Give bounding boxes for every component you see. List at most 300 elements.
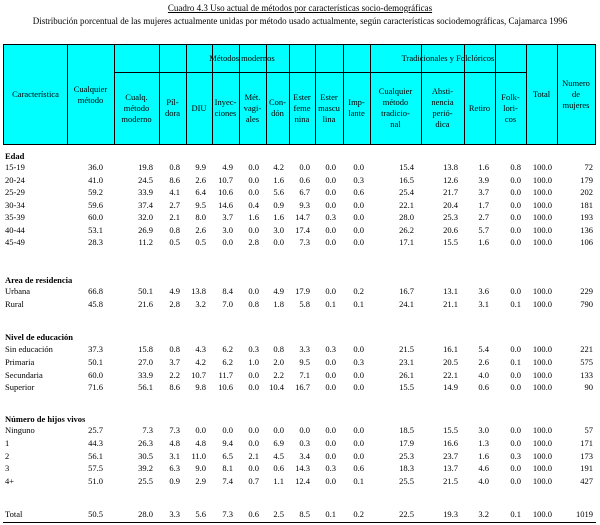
table-cell: 15.8 — [138, 344, 153, 354]
table-cell: 5.6 — [273, 187, 284, 197]
table-cell: 2.7 — [169, 199, 180, 210]
table-cell: 100.0 — [532, 382, 552, 392]
table-cell: 56.1 — [88, 450, 103, 461]
table-cell: 3.0 — [273, 224, 284, 235]
table-cell: 28.0 — [399, 212, 414, 222]
table-subtitle: Distribución porcentual de las mujeres actualmente unidas por método usado actualmente, según características sociodemográficas, Cajamarca 1996 — [32, 16, 568, 26]
table-cell: 60.0 — [88, 212, 103, 222]
header-modern-col: Ester mascu lina — [318, 91, 340, 124]
table-cell: 11.7 — [218, 369, 233, 380]
table-cell: 2.8 — [169, 299, 180, 309]
table-cell: 0.0 — [510, 224, 521, 235]
table-cell: 0.0 — [248, 162, 259, 172]
table-cell: 7.0 — [222, 299, 233, 309]
table-cell: 2.2 — [273, 369, 284, 380]
table-cell: 0.0 — [248, 382, 259, 392]
table-cell: 0.3 — [248, 344, 259, 354]
table-cell: 133 — [580, 369, 593, 380]
table-cell: 41.0 — [88, 174, 103, 185]
row-label: Rural — [5, 299, 24, 309]
table-cell: 0.4 — [248, 199, 259, 210]
table-cell: 0.0 — [325, 450, 336, 461]
table-cell: 10.6 — [218, 382, 233, 392]
table-cell: 0.0 — [325, 475, 336, 486]
table-cell: 1.6 — [273, 212, 284, 222]
table-cell: 14.3 — [295, 463, 310, 473]
row-label: Primaria — [5, 357, 35, 367]
table-cell: 0.0 — [299, 425, 310, 435]
table-row — [3, 161, 596, 173]
table-cell: 19.3 — [443, 509, 458, 519]
table-cell: 0.0 — [353, 224, 364, 235]
table-cell: 13.8 — [191, 286, 206, 296]
table-cell: 100.0 — [532, 212, 552, 222]
table-cell: 2.1 — [169, 212, 180, 222]
header-caracteristica: Característica — [12, 89, 59, 99]
header-modern-col: DIU — [191, 102, 207, 113]
table-cell: 1.6 — [478, 237, 489, 247]
table-cell: 25.4 — [399, 187, 414, 197]
table-cell: 2.2 — [169, 369, 180, 380]
table-cell: 100.0 — [532, 425, 552, 435]
table-cell: 71.6 — [88, 382, 103, 392]
table-cell: 56.1 — [138, 382, 153, 392]
table-cell: 0.0 — [273, 425, 284, 435]
table-cell: 26.1 — [399, 369, 414, 380]
table-cell: 3.2 — [195, 299, 206, 309]
table-cell: 3.7 — [478, 187, 489, 197]
table-cell: 7.3 — [142, 425, 153, 435]
table-cell: 20.6 — [443, 224, 458, 235]
table-cell: 4.3 — [195, 344, 206, 354]
table-cell: 1.6 — [248, 212, 259, 222]
table-cell: 9.8 — [195, 382, 206, 392]
table-cell: 4.8 — [169, 438, 180, 448]
table-cell: 6.7 — [299, 187, 310, 197]
table-cell: 0.0 — [353, 212, 364, 222]
row-label: 45-49 — [5, 237, 25, 247]
table-cell: 1.8 — [273, 299, 284, 309]
table-cell: 171 — [580, 438, 593, 448]
table-cell: 57 — [584, 425, 593, 435]
header-modern-col: Píl- dora — [164, 97, 181, 118]
row-label: 20-24 — [5, 174, 25, 185]
table-cell: 1.6 — [273, 174, 284, 185]
row-label: Secundaria — [5, 369, 43, 380]
table-cell: 13.1 — [443, 286, 458, 296]
table-cell: 0.7 — [248, 475, 259, 486]
table-cell: 100.0 — [532, 286, 552, 296]
table-cell: 0.0 — [325, 224, 336, 235]
table-cell: 15.4 — [399, 162, 414, 172]
table-cell: 0.0 — [510, 438, 521, 448]
table-cell: 0.0 — [222, 425, 233, 435]
table-cell: 7.4 — [222, 475, 233, 486]
table-cell: 0.6 — [248, 509, 259, 519]
header-modern-col: Con- dón — [269, 97, 286, 118]
table-cell: 12.6 — [443, 174, 458, 185]
table-cell: 0.0 — [510, 382, 521, 392]
table-cell: 3.7 — [222, 212, 233, 222]
table-cell: 26.9 — [138, 224, 153, 235]
table-cell: 1.7 — [478, 199, 489, 210]
table-cell: 100.0 — [532, 369, 552, 380]
row-label: Total — [5, 509, 23, 519]
table-cell: 0.0 — [353, 382, 364, 392]
table-cell: 0.9 — [273, 199, 284, 210]
table-cell: 1.0 — [248, 357, 259, 367]
header-modern-col: Inyec- ciones — [214, 97, 237, 118]
table-cell: 0.0 — [325, 162, 336, 172]
row-label: 40-44 — [5, 224, 25, 235]
table-cell: 16.1 — [443, 344, 458, 354]
table-row — [3, 199, 596, 211]
row-label: Sin educación — [5, 344, 53, 354]
table-cell: 3.7 — [169, 357, 180, 367]
table-cell: 60.0 — [88, 369, 103, 380]
table-row — [3, 211, 596, 223]
table-row — [3, 437, 596, 449]
table-cell: 12.4 — [295, 475, 310, 486]
table-cell: 22.5 — [399, 509, 414, 519]
table-cell: 17.9 — [295, 286, 310, 296]
table-cell: 0.0 — [325, 174, 336, 185]
table-cell: 20.5 — [443, 357, 458, 367]
table-cell: 90 — [584, 382, 593, 392]
table-row — [3, 285, 596, 297]
table-cell: 4.0 — [478, 475, 489, 486]
table-row — [3, 450, 596, 462]
table-cell: 0.8 — [510, 162, 521, 172]
table-cell: 0.8 — [248, 299, 259, 309]
table-cell: 100.0 — [532, 162, 552, 172]
table-cell: 0.0 — [299, 162, 310, 172]
table-cell: 10.4 — [269, 382, 284, 392]
table-cell: 13.8 — [443, 162, 458, 172]
header-trad-col: Cualquier método tradicio- nal — [378, 86, 413, 129]
table-cell: 59.2 — [88, 187, 103, 197]
table-cell: 4.2 — [273, 162, 284, 172]
table-cell: 0.0 — [510, 369, 521, 380]
table-cell: 100.0 — [532, 187, 552, 197]
table-cell: 9.0 — [195, 463, 206, 473]
table-cell: 11.0 — [191, 450, 206, 461]
table-cell: 15.5 — [399, 382, 414, 392]
header-trad-col: Folk- lori- cos — [501, 91, 520, 124]
table-cell: 6.2 — [222, 344, 233, 354]
header-tradicionales: Tradicionales y Folclóricos — [401, 53, 495, 63]
table-cell: 0.8 — [169, 162, 180, 172]
table-cell: 25.3 — [443, 212, 458, 222]
table-cell: 14.6 — [218, 199, 233, 210]
table-cell: 0.6 — [478, 382, 489, 392]
table-cell: 33.9 — [138, 369, 153, 380]
table-cell: 0.0 — [248, 286, 259, 296]
table-cell: 0.1 — [353, 475, 364, 486]
table-cell: 24.5 — [138, 174, 153, 185]
table-row — [3, 236, 596, 248]
table-cell: 21.6 — [138, 299, 153, 309]
header-trad-col: Retiro — [468, 102, 491, 113]
table-cell: 100.0 — [532, 299, 552, 309]
table-cell: 14.7 — [295, 212, 310, 222]
table-cell: 7.3 — [299, 237, 310, 247]
table-cell: 32.0 — [138, 212, 153, 222]
table-cell: 0.3 — [325, 212, 336, 222]
table-cell: 2.6 — [195, 174, 206, 185]
table-cell: 0.0 — [325, 357, 336, 367]
table-cell: 0.0 — [510, 212, 521, 222]
table-cell: 100.0 — [532, 224, 552, 235]
table-cell: 17.9 — [399, 438, 414, 448]
table-cell: 193 — [580, 212, 593, 222]
header-metodos-modernos: Métodos modernos — [209, 53, 275, 63]
table-cell: 16.5 — [399, 174, 414, 185]
table-cell: 0.6 — [353, 187, 364, 197]
row-label: 2 — [5, 450, 10, 461]
table-cell: 0.0 — [325, 369, 336, 380]
table-cell: 575 — [580, 357, 593, 367]
table-cell: 21.5 — [399, 344, 414, 354]
table-cell: 1019 — [576, 509, 593, 519]
table-cell: 0.1 — [353, 299, 364, 309]
table-cell: 23.1 — [399, 357, 414, 367]
table-cell: 0.0 — [248, 174, 259, 185]
table-cell: 0.0 — [353, 237, 364, 247]
table-row — [3, 369, 596, 381]
section-label: Edad — [5, 151, 25, 161]
table-cell: 25.3 — [399, 450, 414, 461]
row-label: 1 — [5, 438, 10, 448]
table-cell: 8.6 — [169, 174, 180, 185]
table-cell: 8.1 — [222, 463, 233, 473]
row-label: 30-34 — [5, 199, 25, 210]
table-cell: 0.3 — [299, 438, 310, 448]
table-cell: 0.0 — [353, 344, 364, 354]
table-cell: 3.2 — [478, 509, 489, 519]
table-cell: 5.8 — [299, 299, 310, 309]
table-cell: 9.3 — [299, 199, 310, 210]
table-cell: 2.1 — [248, 450, 259, 461]
table-cell: 0.6 — [299, 174, 310, 185]
table-cell: 0.0 — [325, 187, 336, 197]
table-row — [3, 381, 596, 393]
table-cell: 3.4 — [299, 450, 310, 461]
table-cell: 181 — [580, 199, 593, 210]
table-cell: 100.0 — [532, 438, 552, 448]
header-total: Total — [532, 89, 551, 99]
table-cell: 17.1 — [399, 237, 414, 247]
table-cell: 9.5 — [299, 357, 310, 367]
table-cell: 66.8 — [88, 286, 103, 296]
table-row — [3, 424, 596, 436]
table-cell: 0.0 — [353, 162, 364, 172]
table-cell: 0.0 — [353, 450, 364, 461]
table-cell: 0.3 — [325, 463, 336, 473]
table-cell: 100.0 — [532, 450, 552, 461]
table-bottom-rule — [3, 522, 596, 523]
table-cell: 0.0 — [248, 425, 259, 435]
table-row — [3, 475, 596, 487]
table-cell: 36.0 — [88, 162, 103, 172]
table-cell: 4.9 — [273, 286, 284, 296]
table-cell: 0.3 — [510, 450, 521, 461]
table-cell: 0.0 — [248, 187, 259, 197]
row-label: 4+ — [5, 475, 15, 486]
table-cell: 0.3 — [353, 174, 364, 185]
table-cell: 2.7 — [478, 212, 489, 222]
table-cell: 17.4 — [295, 224, 310, 235]
row-label: 25-29 — [5, 187, 25, 197]
table-cell: 4.1 — [169, 187, 180, 197]
table-cell: 8.4 — [222, 286, 233, 296]
table-cell: 0.0 — [510, 174, 521, 185]
table-cell: 100.0 — [532, 463, 552, 473]
table-cell: 1.6 — [478, 162, 489, 172]
table-cell: 136 — [580, 224, 593, 235]
table-cell: 13.7 — [443, 463, 458, 473]
table-cell: 5.6 — [195, 509, 206, 519]
table-cell: 18.3 — [399, 463, 414, 473]
table-cell: 5.7 — [478, 224, 489, 235]
table-cell: 0.0 — [325, 199, 336, 210]
table-cell: 0.1 — [510, 357, 521, 367]
table-cell: 22.1 — [443, 369, 458, 380]
table-cell: 25.5 — [138, 475, 153, 486]
table-cell: 0.0 — [325, 286, 336, 296]
table-cell: 37.4 — [138, 199, 153, 210]
table-cell: 3.1 — [478, 299, 489, 309]
table-cell: 57.5 — [88, 463, 103, 473]
row-label: 3 — [5, 463, 10, 473]
table-cell: 4.9 — [222, 162, 233, 172]
table-cell: 0.0 — [510, 463, 521, 473]
table-row — [3, 343, 596, 355]
header-modern-col: Ester feme nina — [293, 91, 311, 124]
table-cell: 0.0 — [510, 286, 521, 296]
table-cell: 100.0 — [532, 357, 552, 367]
table-cell: 0.0 — [353, 425, 364, 435]
table-cell: 30.5 — [138, 450, 153, 461]
table-cell: 0.0 — [273, 237, 284, 247]
table-cell: 39.2 — [138, 463, 153, 473]
table-cell: 3.3 — [299, 344, 310, 354]
table-cell: 25.7 — [88, 425, 103, 435]
table-cell: 0.6 — [353, 463, 364, 473]
header-trad-col: Absti- nencia perió- dica — [431, 86, 454, 129]
table-cell: 72 — [584, 162, 593, 172]
header-modern-col: Imp- lante — [348, 97, 365, 118]
table-cell: 3.3 — [169, 509, 180, 519]
row-label: Superior — [5, 382, 35, 392]
table-cell: 229 — [580, 286, 593, 296]
table-cell: 6.3 — [169, 463, 180, 473]
table-cell: 0.3 — [353, 357, 364, 367]
table-cell: 0.1 — [510, 509, 521, 519]
table-cell: 10.7 — [191, 369, 206, 380]
table-cell: 33.9 — [138, 187, 153, 197]
table-cell: 0.0 — [195, 425, 206, 435]
table-cell: 6.4 — [195, 187, 206, 197]
table-cell: 2.5 — [273, 509, 284, 519]
section-label: Area de residencia — [5, 275, 73, 285]
table-cell: 21.1 — [443, 299, 458, 309]
table-row — [3, 224, 596, 236]
table-cell: 9.4 — [222, 438, 233, 448]
section-heading — [3, 331, 596, 343]
table-cell: 0.8 — [273, 344, 284, 354]
table-cell: 10.6 — [218, 187, 233, 197]
table-cell: 0.0 — [248, 224, 259, 235]
table-row — [3, 298, 596, 310]
table-cell: 0.0 — [510, 425, 521, 435]
table-cell: 100.0 — [532, 344, 552, 354]
table-cell: 0.1 — [510, 299, 521, 309]
header-cualquier-metodo: Cualquier método — [73, 83, 108, 105]
table-row — [3, 508, 596, 520]
table-cell: 19.8 — [138, 162, 153, 172]
table-cell: 15.5 — [443, 237, 458, 247]
table-cell: 4.6 — [478, 463, 489, 473]
table-cell: 0.0 — [248, 438, 259, 448]
table-cell: 1.6 — [478, 450, 489, 461]
table-cell: 7.3 — [222, 509, 233, 519]
table-row — [3, 462, 596, 474]
table-cell: 26.3 — [138, 438, 153, 448]
table-cell: 28.3 — [88, 237, 103, 247]
table-cell: 23.7 — [443, 450, 458, 461]
table-cell: 5.4 — [478, 344, 489, 354]
table-cell: 106 — [580, 237, 593, 247]
table-row — [3, 186, 596, 198]
table-cell: 0.0 — [353, 199, 364, 210]
table-cell: 221 — [580, 344, 593, 354]
table-cell: 2.9 — [195, 475, 206, 486]
table-cell: 9.9 — [195, 162, 206, 172]
table-cell: 6.5 — [222, 450, 233, 461]
table-cell: 0.0 — [510, 187, 521, 197]
table-cell: 0.0 — [222, 237, 233, 247]
table-cell: 4.0 — [478, 369, 489, 380]
header-modern-col: Mét. vagi- ales — [243, 91, 262, 124]
row-label: 35-39 — [5, 212, 25, 222]
header-modern-col: Cualq. método moderno — [121, 91, 152, 124]
table-cell: 0.9 — [169, 475, 180, 486]
table-cell: 11.2 — [138, 237, 153, 247]
table-cell: 2.6 — [195, 224, 206, 235]
table-cell: 6.9 — [273, 438, 284, 448]
table-cell: 0.8 — [169, 344, 180, 354]
table-cell: 26.2 — [399, 224, 414, 235]
table-cell: 53.1 — [88, 224, 103, 235]
table-cell: 0.1 — [325, 299, 336, 309]
table-cell: 45.8 — [88, 299, 103, 309]
table-cell: 202 — [580, 187, 593, 197]
table-cell: 179 — [580, 174, 593, 185]
table-cell: 0.0 — [248, 369, 259, 380]
table-cell: 100.0 — [532, 199, 552, 210]
table-cell: 0.2 — [353, 509, 364, 519]
table-cell: 22.1 — [399, 199, 414, 210]
table-cell: 100.0 — [532, 174, 552, 185]
table-cell: 0.6 — [273, 463, 284, 473]
table-cell: 8.6 — [169, 382, 180, 392]
table-cell: 173 — [580, 450, 593, 461]
table-cell: 3.0 — [222, 224, 233, 235]
table-cell: 50.5 — [88, 509, 103, 519]
table-title: Cuadro 4.3 Uso actual de métodos por características socio-demográficas — [167, 3, 433, 13]
table-cell: 27.0 — [138, 357, 153, 367]
